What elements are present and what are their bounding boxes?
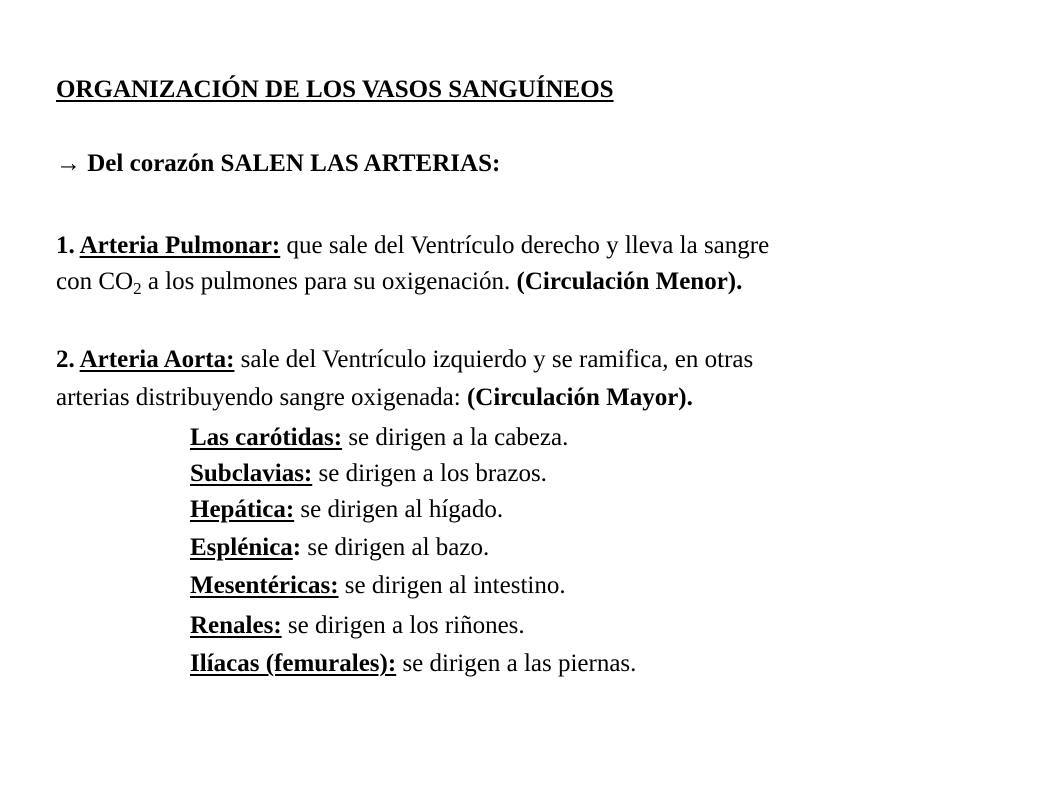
branch-desc: se dirigen al intestino. bbox=[338, 572, 566, 599]
item1-line1-rest: que sale del Ventrículo derecho y lleva la sangre bbox=[280, 232, 770, 259]
branch-desc: se dirigen a la cabeza. bbox=[342, 424, 569, 451]
item1-circulation: (Circulación Menor). bbox=[516, 268, 743, 295]
branch-desc: se dirigen a los riñones. bbox=[281, 612, 525, 639]
branch-desc: se dirigen al bazo. bbox=[301, 534, 490, 561]
item1-label: Arteria Pulmonar: bbox=[79, 232, 281, 259]
branch-item bbox=[190, 420, 568, 456]
section-heading-text: Del corazón SALEN LAS ARTERIAS: bbox=[81, 150, 501, 177]
branch-item bbox=[190, 568, 566, 604]
branch-label: Renales: bbox=[190, 612, 282, 639]
branch-item bbox=[190, 530, 489, 566]
branch-desc: se dirigen a las piernas. bbox=[396, 650, 637, 677]
item1-line2-mid: a los pulmones para su oxigenación. bbox=[141, 268, 517, 295]
item2-circulation: (Circulación Mayor). bbox=[466, 384, 693, 411]
item1-line2-pre: con CO bbox=[56, 268, 134, 295]
item2-number: 2. bbox=[56, 346, 80, 373]
item1-line2 bbox=[56, 264, 742, 300]
branch-label: Hepática: bbox=[190, 496, 295, 523]
arrow-right-icon: → bbox=[56, 150, 81, 177]
branch-label: Las carótidas: bbox=[190, 424, 343, 451]
section-heading bbox=[56, 146, 500, 182]
branch-item bbox=[190, 646, 636, 682]
slide bbox=[56, 0, 1046, 793]
item2-line2 bbox=[56, 380, 693, 416]
branch-item bbox=[190, 456, 547, 492]
branch-desc: se dirigen a los brazos. bbox=[312, 460, 547, 487]
branch-item bbox=[190, 608, 525, 644]
branch-desc: se dirigen al hígado. bbox=[294, 496, 504, 523]
branch-item bbox=[190, 492, 503, 528]
item2-line2-pre: arterias distribuyendo sangre oxigenada: bbox=[56, 384, 467, 411]
item2-line1-rest: sale del Ventrículo izquierdo y se ramifica, en otras bbox=[234, 346, 754, 373]
branch-label: Subclavias: bbox=[190, 460, 313, 487]
item1-co2-subscript: 2 bbox=[133, 279, 142, 298]
branch-label-colon: : bbox=[292, 534, 302, 561]
page-title: ORGANIZACIÓN DE LOS VASOS SANGUÍNEOS bbox=[56, 76, 614, 103]
item1-line1 bbox=[56, 228, 769, 264]
item2-line1 bbox=[56, 342, 753, 378]
item1-number: 1. bbox=[56, 232, 80, 259]
branch-label: Ilíacas (femurales): bbox=[190, 650, 397, 677]
item2-label: Arteria Aorta: bbox=[79, 346, 235, 373]
branch-label: Esplénica bbox=[190, 534, 293, 561]
branch-label: Mesentéricas: bbox=[190, 572, 339, 599]
